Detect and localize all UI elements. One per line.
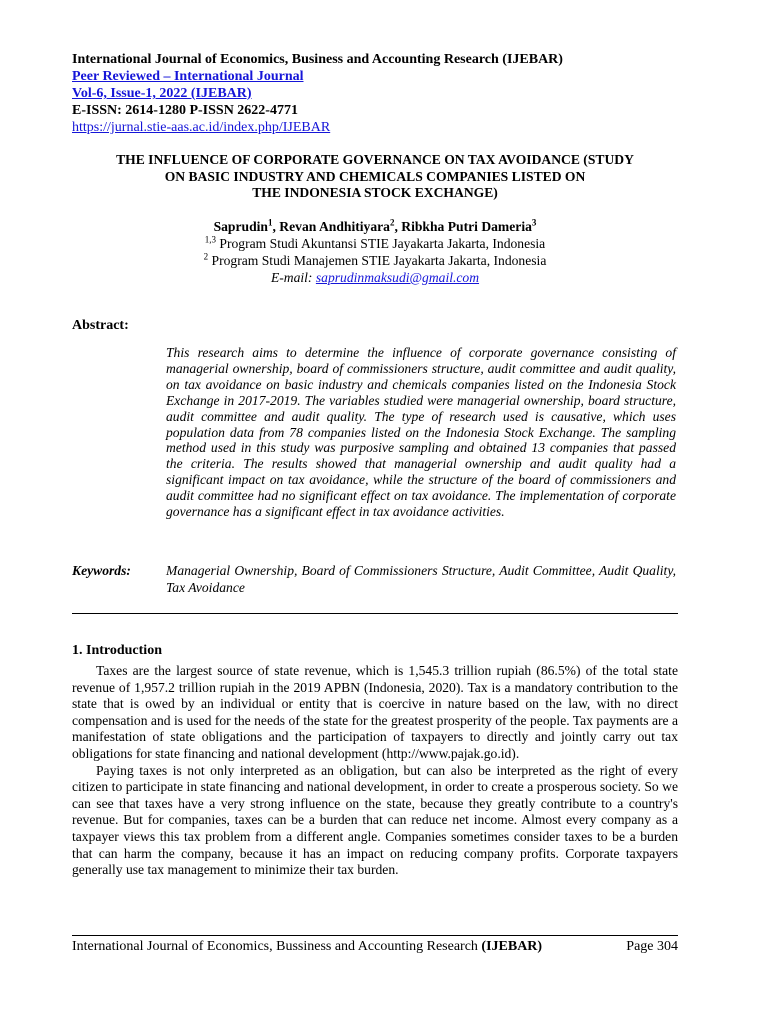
- title-line-1: THE INFLUENCE OF CORPORATE GOVERNANCE ON TAX AVOIDANCE (STUDY: [116, 152, 634, 167]
- author-3-sup: 3: [531, 217, 537, 228]
- affiliation-1: [72, 235, 678, 252]
- email-line: [72, 269, 678, 286]
- footer-abbr: (IJEBAR): [481, 939, 543, 954]
- abstract-text: This research aims to determine the influence of corporate governance consisting of managerial ownership, board of commissioners structure, audit committee and audit quality, on tax avoidance on basic industry and chemicals companies listed on the Indonesia Stock Exchange in 2017-2019. The variables studied were managerial ownership, board structure, audit committee and audit quality. The type of research used is causative, which uses population data from 78 companies listed on the Indonesia Stock Exchange. The sampling method used in this study was purposive sampling and obtained 13 companies that passed the criteria. The results showed that managerial ownership and audit quality had a significant impact on tax avoidance, while the structure of the board of commissioners and audit committee had no significant effect on tax avoidance. The implementation of corporate governance has a significant effect in tax avoidance activities.: [166, 345, 676, 520]
- paper-title: [72, 152, 678, 202]
- affiliation-2-sup: 2: [203, 251, 209, 262]
- author-1: Saprudin: [213, 219, 268, 234]
- introduction-body: [72, 663, 678, 879]
- journal-header: [72, 51, 692, 136]
- affiliation-1-sup: 1,3: [204, 234, 217, 245]
- volume-link[interactable]: Vol-6, Issue-1, 2022 (IJEBAR): [72, 86, 252, 101]
- page-footer: [72, 939, 678, 955]
- peer-reviewed-link[interactable]: Peer Reviewed – International Journal: [72, 69, 304, 84]
- author-2: Revan Andhitiyara: [279, 219, 390, 234]
- title-line-3: THE INDONESIA STOCK EXCHANGE): [252, 185, 498, 200]
- affiliation-2: [72, 252, 678, 269]
- journal-url-link[interactable]: https://jurnal.stie-aas.ac.id/index.php/IJEBAR: [72, 120, 331, 135]
- page-number: Page 304: [626, 939, 678, 954]
- author-sep: ,: [394, 219, 402, 234]
- affiliation-1-text: Program Studi Akuntansi STIE Jayakarta Jakarta, Indonesia: [216, 236, 546, 251]
- section-divider: [72, 613, 678, 614]
- footer-divider: [72, 935, 678, 936]
- footer-journal: International Journal of Economics, Bussiness and Accounting Research: [72, 939, 482, 954]
- author-1-sup: 1: [268, 217, 273, 228]
- title-line-2: ON BASIC INDUSTRY AND CHEMICALS COMPANIES LISTED ON: [164, 168, 586, 184]
- email-label: E-mail:: [270, 270, 316, 285]
- intro-paragraph-1: Taxes are the largest source of state revenue, which is 1,545.3 trillion rupiah (86.5%) of the total state revenue of 1,957.2 trillion rupiah in the 2019 APBN (Indonesia, 2020). Tax is a mandatory contribution to the state that is owed by an individual or entity that is coercive in nature based on the law, with no direct compensation and is used for the needs of the state for the greatest prosperity of the people. Tax payments are a manifestation of state obligations and the participation of taxpayers to directly and jointly carry out tax obligations for state financing and national development (http://www.pajak.go.id).: [72, 663, 678, 761]
- journal-name: International Journal of Economics, Business and Accounting Research (IJEBAR): [72, 52, 563, 67]
- author-2-sup: 2: [389, 217, 395, 228]
- author-sep: ,: [272, 219, 280, 234]
- keywords-text: Managerial Ownership, Board of Commissioners Structure, Audit Committee, Audit Quality, Tax Avoidance: [166, 563, 676, 595]
- author-block: [72, 218, 678, 286]
- issn: E-ISSN: 2614-1280 P-ISSN 2622-4771: [72, 103, 298, 118]
- keywords-label: Keywords:: [72, 563, 131, 578]
- affiliation-2-text: Program Studi Manajemen STIE Jayakarta Jakarta, Indonesia: [208, 253, 547, 268]
- abstract-label: Abstract:: [72, 318, 129, 333]
- author-3: Ribkha Putri Dameria: [401, 219, 532, 234]
- author-names: [72, 218, 678, 235]
- email-link[interactable]: saprudinmaksudi@gmail.com: [315, 270, 480, 285]
- intro-paragraph-2: Paying taxes is not only interpreted as an obligation, but can also be interpreted as the right of every citizen to participate in state financing and national development, in order to create a prosperous society. So we can see that taxes have a very strong influence on the state, because they greatly contribute to a country's revenue. But for companies, taxes can be a burden that can reduce net income. Almost every company as a taxpayer views this tax problem from a different angle. Companies sometimes consider taxes to be a burden that can harm the company, because it has an impact on reducing company profits. Corporate taxpayers generally use tax management to minimize their tax burden.: [72, 762, 678, 878]
- introduction-heading: 1. Introduction: [72, 643, 162, 658]
